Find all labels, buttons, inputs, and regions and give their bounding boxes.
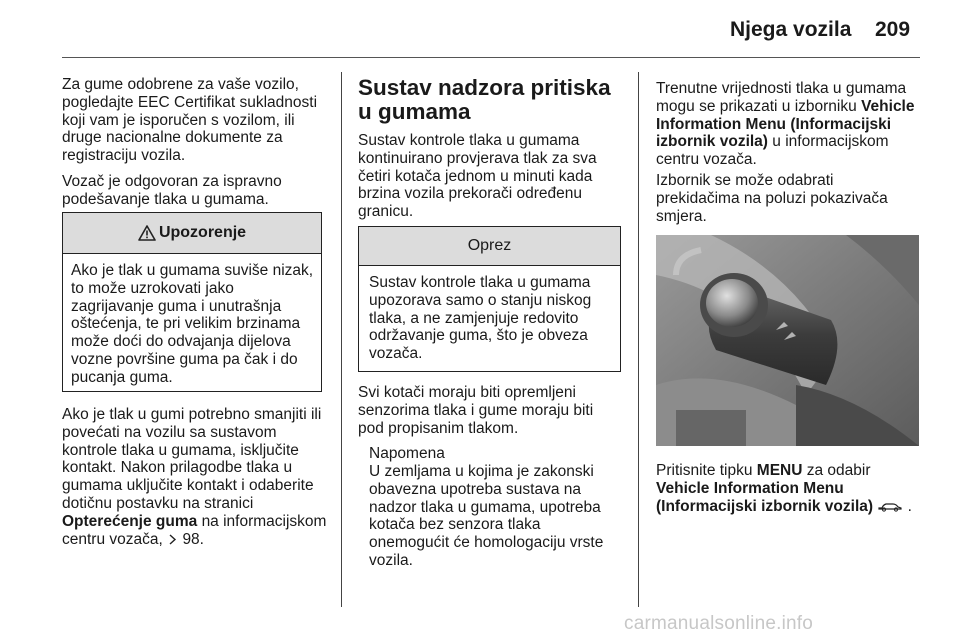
- middle-paragraph-2: Svi kotači moraju biti opremljeni senzorima tlaka i gume moraju biti pod propisanim tlakom.: [358, 384, 594, 437]
- left-paragraph-1: Za gume odobrene za vaše vozilo, pogledajte EEC Certifikat sukladnosti koji vam je isporučen s vozilom, ili druge nacionalne dokumente za registraciju vozila.: [62, 76, 318, 165]
- left-paragraph-3: [62, 406, 330, 548]
- caution-box: [358, 226, 621, 372]
- menu-button-label: MENU: [756, 462, 803, 479]
- column-divider-left: [341, 72, 342, 607]
- turn-signal-lever-photo: [656, 235, 919, 446]
- right-p1-bold: Vehicle Information Menu (Informacijski izbornik vozila): [656, 97, 915, 151]
- right-p3-mid: za odabir: [806, 462, 871, 479]
- warning-triangle-icon: [138, 225, 156, 241]
- right-p3-end: .: [907, 497, 912, 515]
- right-p3-text: Pritisnite tipku: [656, 462, 753, 479]
- note-title: Napomena: [369, 445, 445, 462]
- section-title: Sustav nadzora pritiska u gumama: [358, 75, 611, 124]
- right-paragraph-3: [656, 462, 926, 515]
- page-header-title: Njega vozila: [730, 18, 852, 41]
- left-p3-end: na informacijskom centru vozača,: [62, 512, 327, 548]
- caution-body: Sustav kontrole tlaka u gumama upozorava samo o stanju niskog tlaka, a ne zamjenjuje redovito održavanje guma, što je obveza vozača.: [369, 274, 592, 363]
- warning-box: [62, 212, 322, 392]
- left-paragraph-2: Vozač je odgovoran za ispravno podešavanje tlaka u gumama.: [62, 173, 282, 208]
- watermark: carmanualsonline.info: [624, 613, 814, 634]
- header-divider: [62, 57, 920, 58]
- right-p1-text: Trenutne vrijednosti tlaka u gumama mogu se prikazati u izborniku: [656, 80, 907, 115]
- column-divider-right: [638, 72, 639, 607]
- right-p1-end: u informacijskom centru vozača.: [656, 133, 889, 169]
- warning-title: Upozorenje: [158, 224, 247, 241]
- page-number: 209: [875, 18, 911, 41]
- warning-header: [63, 213, 321, 254]
- middle-paragraph-1: Sustav kontrole tlaka u gumama kontinuirano provjerava tlak za sva četiri kotača jednom u minuti kada brzina vozila prekorači određenu granicu.: [358, 132, 597, 221]
- page-reference-link[interactable]: 98.: [182, 530, 204, 548]
- left-p3-text: Ako je tlak u gumi potrebno smanjiti ili povećati na vozilu sa sustavom kontrole tlaka u gumama, isključite kontakt. Nakon prilagodbe tlaka u gumama uključite kontakt i odaberite dotičnu postavku na stranici: [62, 406, 322, 512]
- right-paragraph-2: Izbornik se može odabrati prekidačima na poluzi pokazivača smjera.: [656, 172, 888, 225]
- right-p3-bold: Vehicle Information Menu (Informacijski izbornik vozila): [656, 479, 874, 515]
- caution-title: Oprez: [359, 227, 620, 266]
- car-icon: [877, 500, 903, 512]
- left-p3-bold: Opterećenje guma: [62, 512, 198, 530]
- page-reference-icon: [167, 534, 178, 545]
- warning-body: Ako je tlak u gumama suviše nizak, to može uzrokovati jako zagrijavanje guma i unutrašnja oštećenja, te pri velikim brzinama može doći do odvajanja dijelova vozne površine guma pa čak i do pucanja guma.: [71, 262, 314, 386]
- right-paragraph-1: [656, 80, 924, 169]
- note-body: U zemljama u kojima je zakonski obavezna upotreba sustava na nadzor tlaka u gumama, upotreba kotača bez senzora tlaka onemogućit će homologaciju vrste vozila.: [369, 463, 604, 569]
